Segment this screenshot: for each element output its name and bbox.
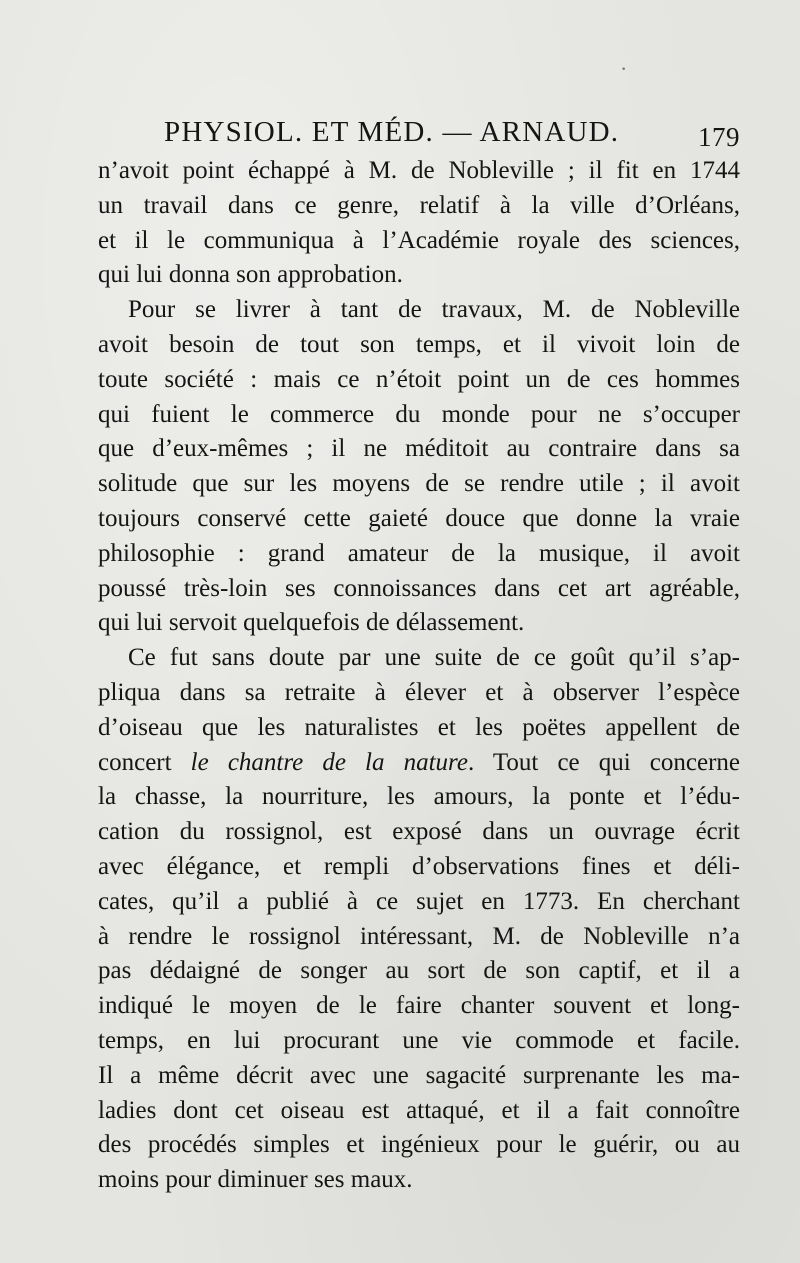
text-line: n’avoit point échappé à M. de Nobleville ; il fit en 1744 (98, 157, 740, 184)
text-line: à rendre le rossignol intéressant, M. de Nobleville n’a (98, 922, 740, 950)
text-line: philosophie : grand amateur de la musique, il avoit (98, 539, 740, 567)
text-line: temps, en lui procurant une vie commode et facile. (98, 1026, 740, 1054)
text-line: pliqua dans sa retraite à élever et à observer l’espèce (98, 678, 740, 706)
text-line: indiqué le moyen de le faire chanter souvent et long- (98, 992, 740, 1020)
paragraph-1 (98, 154, 740, 293)
text-line: solitude que sur les moyens de se rendre utile ; il avoit (98, 470, 740, 498)
paper-speck: · (620, 56, 628, 81)
paragraph-3 (98, 641, 740, 1198)
text-line: poussé très-loin ses connoissances dans cet art agréable, (98, 574, 740, 602)
text-line: Ce fut sans doute par une suite de ce goût qu’il s’ap- (128, 644, 740, 672)
running-head-title: PHYSIOL. ET MÉD. — ARNAUD. (164, 116, 620, 148)
running-head (164, 116, 740, 156)
text-line: concert le chantre de la nature. Tout ce qui concerne (98, 748, 741, 776)
text-line: toujours conservé cette gaieté douce que donne la vraie (98, 504, 740, 532)
text-line: d’oiseau que les naturalistes et les poëtes appellent de (98, 713, 740, 741)
text-line: Pour se livrer à tant de travaux, M. de Nobleville (128, 296, 740, 324)
text-line: un travail dans ce genre, relatif à la ville d’Orléans, (98, 191, 740, 219)
text-line: avec élégance, et rempli d’observations fines et déli- (98, 852, 740, 880)
text-line: que d’eux-mêmes ; il ne méditoit au contraire dans sa (98, 435, 740, 463)
body-text (98, 154, 740, 1198)
text-line: cation du rossignol, est exposé dans un ouvrage écrit (98, 818, 740, 846)
text-line: moins pour diminuer ses maux. (98, 1166, 413, 1194)
text-line: qui lui servoit quelquefois de délassement. (98, 609, 525, 637)
text-line: toute société : mais ce n’étoit point un de ces hommes (98, 365, 740, 393)
paragraph-2 (98, 293, 740, 641)
text-line: la chasse, la nourriture, les amours, la ponte et l’édu- (98, 783, 740, 811)
text-line: Il a même décrit avec une sagacité surprenante les ma- (98, 1061, 740, 1089)
text-line: ladies dont cet oiseau est attaqué, et il a fait connoître (98, 1096, 740, 1124)
page-number: 179 (698, 122, 740, 152)
text-line: qui fuient le commerce du monde pour ne s’occuper (98, 400, 740, 428)
text-line: qui lui donna son approbation. (98, 261, 403, 289)
text-line: pas dédaigné de songer au sort de son captif, et il a (98, 957, 740, 985)
text-line: et il le communiqua à l’Académie royale des sciences, (98, 226, 740, 254)
text-line: cates, qu’il a publié à ce sujet en 1773. En cherchant (98, 887, 740, 915)
text-line: avoit besoin de tout son temps, et il vivoit loin de (98, 330, 740, 358)
text-line: des procédés simples et ingénieux pour le guérir, ou au (98, 1131, 740, 1159)
italic-phrase: le chantre de la nature (190, 748, 468, 776)
